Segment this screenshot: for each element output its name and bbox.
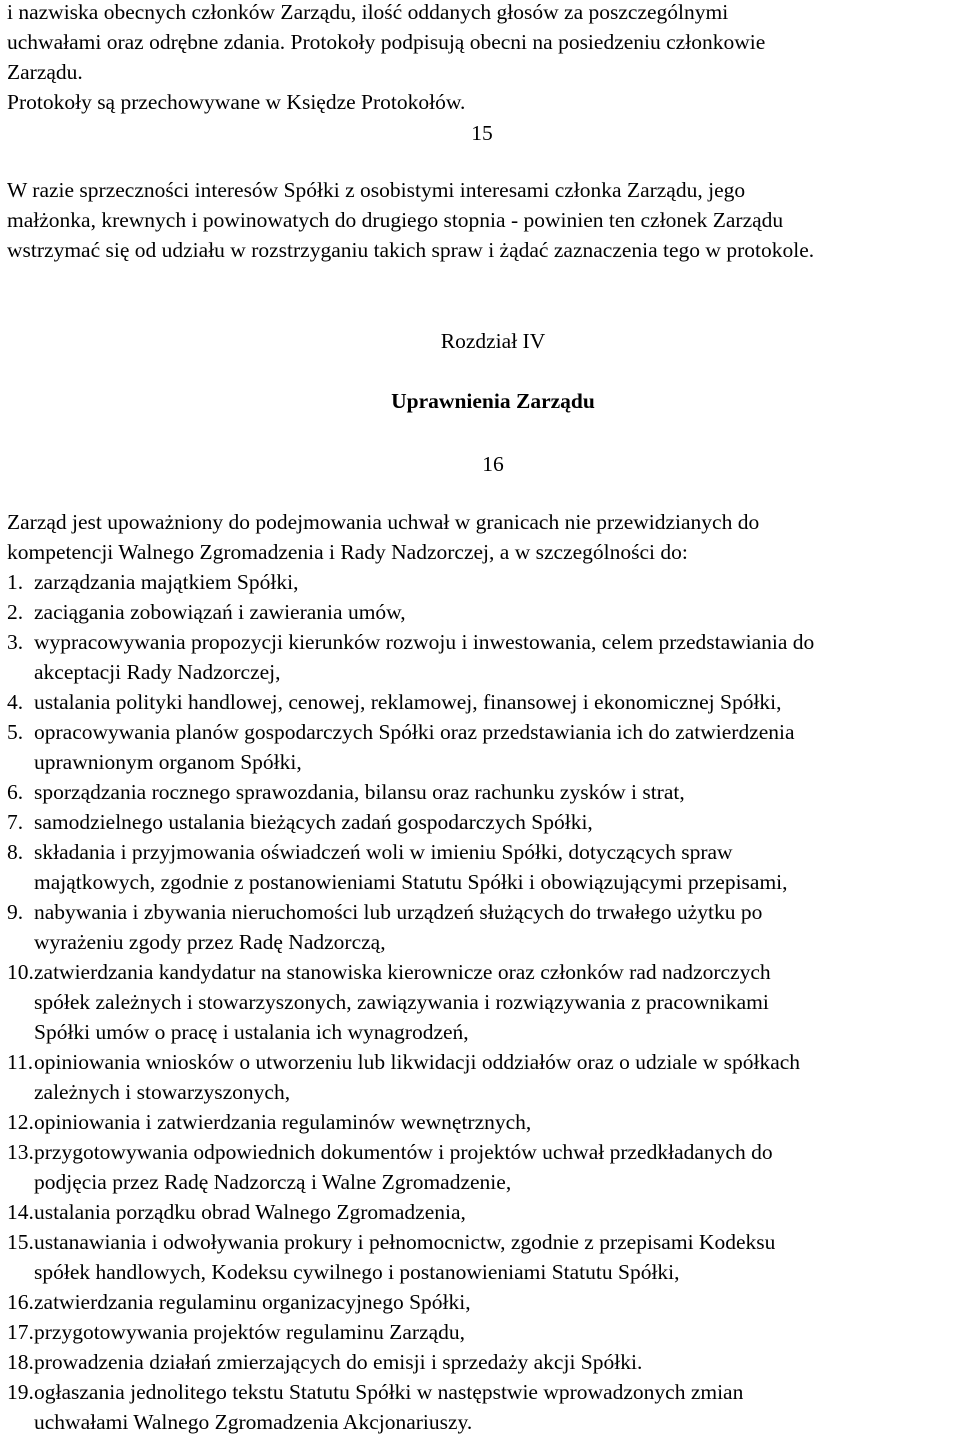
list-item-number: 6. bbox=[7, 780, 24, 804]
chapter-label: Rozdział IV bbox=[440, 329, 546, 353]
list-item-text: przygotowywania odpowiednich dokumentów i projektów uchwał przedkładanych do bbox=[34, 1140, 773, 1164]
list-item-text: zatwierdzania regulaminu organizacyjnego Spółki, bbox=[34, 1290, 471, 1314]
list-item-number: 7. bbox=[7, 810, 24, 834]
list-item bbox=[7, 687, 957, 717]
list-item bbox=[7, 837, 957, 897]
list-item-text: prowadzenia działań zmierzających do emisji i sprzedaży akcji Spółki. bbox=[34, 1350, 643, 1374]
list-item-text: nabywania i zbywania nieruchomości lub urządzeń służących do trwałego użytku po bbox=[34, 900, 763, 924]
powers-list bbox=[7, 567, 957, 1437]
list-item-text: ustalania polityki handlowej, cenowej, reklamowej, finansowej i ekonomicznej Spółki, bbox=[34, 690, 782, 714]
list-item-number: 8. bbox=[7, 840, 24, 864]
list-item-number: 18. bbox=[7, 1350, 34, 1374]
list-item-number: 11. bbox=[7, 1050, 34, 1074]
list-item bbox=[7, 1377, 957, 1437]
list-item-text: opracowywania planów gospodarczych Spółki oraz przedstawiania ich do zatwierdzenia bbox=[34, 720, 795, 744]
list-item-text: składania i przyjmowania oświadczeń woli w imieniu Spółki, dotyczących spraw bbox=[34, 840, 733, 864]
text-line: Protokoły są przechowywane w Księdze Protokołów. bbox=[7, 90, 466, 114]
list-item-text: zależnych i stowarzyszonych, bbox=[34, 1080, 291, 1104]
chapter-title: Uprawnienia Zarządu bbox=[391, 389, 595, 413]
list-item-text: spółek zależnych i stowarzyszonych, zawiązywania i rozwiązywania z pracownikami bbox=[34, 990, 769, 1014]
list-item-text: przygotowywania projektów regulaminu Zarządu, bbox=[34, 1320, 466, 1344]
list-item-text: akceptacji Rady Nadzorczej, bbox=[34, 660, 281, 684]
list-item-text: wypracowywania propozycji kierunków rozwoju i inwestowania, celem przedstawiania do bbox=[34, 630, 815, 654]
list-item bbox=[7, 1137, 957, 1197]
list-item-number: 15. bbox=[7, 1230, 34, 1254]
list-item-text: spółek handlowych, Kodeksu cywilnego i postanowieniami Statutu Spółki, bbox=[34, 1260, 680, 1284]
list-item bbox=[7, 1287, 957, 1317]
list-item-number: 10. bbox=[7, 960, 34, 984]
section-15-paragraph bbox=[7, 175, 814, 265]
list-item bbox=[7, 1107, 957, 1137]
text-line: wstrzymać się od udziału w rozstrzyganiu takich spraw i żądać zaznaczenia tego w protokole. bbox=[7, 238, 815, 262]
list-item bbox=[7, 597, 957, 627]
text-line: uchwałami oraz odrębne zdania. Protokoły podpisują obecni na posiedzeniu członkowie bbox=[7, 30, 766, 54]
section-heading-text: 15 bbox=[471, 121, 493, 145]
list-item-text: Spółki umów o pracę i ustalania ich wynagrodzeń, bbox=[34, 1020, 469, 1044]
list-item-text: samodzielnego ustalania bieżących zadań gospodarczych Spółki, bbox=[34, 810, 593, 834]
intro-paragraph bbox=[7, 0, 765, 117]
list-item bbox=[7, 1317, 957, 1347]
list-item-text: majątkowych, zgodnie z postanowieniami Statutu Spółki i obowiązującymi przepisami, bbox=[34, 870, 788, 894]
list-item bbox=[7, 717, 957, 777]
text-line: W razie sprzeczności interesów Spółki z osobistymi interesami członka Zarządu, jego bbox=[7, 178, 746, 202]
section-16-intro bbox=[7, 507, 759, 567]
list-item-text: uchwałami Walnego Zgromadzenia Akcjonariuszy. bbox=[34, 1410, 473, 1434]
list-item bbox=[7, 1197, 957, 1227]
section-16-heading bbox=[7, 449, 960, 479]
list-item-number: 16. bbox=[7, 1290, 34, 1314]
text-line: małżonka, krewnych i powinowatych do drugiego stopnia - powinien ten członek Zarządu bbox=[7, 208, 784, 232]
section-15-heading bbox=[7, 118, 957, 148]
list-item bbox=[7, 957, 957, 1047]
list-item-number: 1. bbox=[7, 570, 24, 594]
text-line: kompetencji Walnego Zgromadzenia i Rady Nadzorczej, a w szczególności do: bbox=[7, 540, 688, 564]
list-item-number: 12. bbox=[7, 1110, 34, 1134]
list-item-text: sporządzania rocznego sprawozdania, bilansu oraz rachunku zysków i strat, bbox=[34, 780, 685, 804]
list-item-text: zarządzania majątkiem Spółki, bbox=[34, 570, 299, 594]
list-item-text: zatwierdzania kandydatur na stanowiska kierownicze oraz członków rad nadzorczych bbox=[34, 960, 771, 984]
list-item bbox=[7, 897, 957, 957]
list-item-text: ogłaszania jednolitego tekstu Statutu Spółki w następstwie wprowadzonych zmian bbox=[34, 1380, 744, 1404]
section-heading-text: 16 bbox=[482, 452, 504, 476]
list-item-text: uprawnionym organom Spółki, bbox=[34, 750, 302, 774]
list-item-number: 4. bbox=[7, 690, 24, 714]
text-line: Zarząd jest upoważniony do podejmowania uchwał w granicach nie przewidzianych do bbox=[7, 510, 760, 534]
list-item-number: 14. bbox=[7, 1200, 34, 1224]
list-item-text: podjęcia przez Radę Nadzorczą i Walne Zgromadzenie, bbox=[34, 1170, 512, 1194]
list-item-text: opiniowania wniosków o utworzeniu lub likwidacji oddziałów oraz o udziale w spółkach bbox=[34, 1050, 801, 1074]
list-item bbox=[7, 1047, 957, 1107]
list-item-number: 3. bbox=[7, 630, 24, 654]
list-item-text: wyrażeniu zgody przez Radę Nadzorczą, bbox=[34, 930, 386, 954]
list-item-text: zaciągania zobowiązań i zawierania umów, bbox=[34, 600, 406, 624]
text-line: i nazwiska obecnych członków Zarządu, ilość oddanych głosów za poszczególnymi bbox=[7, 0, 729, 24]
list-item-number: 9. bbox=[7, 900, 24, 924]
list-item bbox=[7, 807, 957, 837]
list-item-number: 5. bbox=[7, 720, 24, 744]
list-item-text: opiniowania i zatwierdzania regulaminów wewnętrznych, bbox=[34, 1110, 532, 1134]
list-item bbox=[7, 1227, 957, 1287]
list-item-number: 13. bbox=[7, 1140, 34, 1164]
list-item bbox=[7, 777, 957, 807]
list-item-text: ustalania porządku obrad Walnego Zgromadzenia, bbox=[34, 1200, 466, 1224]
list-item-number: 19. bbox=[7, 1380, 34, 1404]
list-item-number: 2. bbox=[7, 600, 24, 624]
list-item-number: 17. bbox=[7, 1320, 34, 1344]
list-item bbox=[7, 1347, 957, 1377]
list-item-text: ustanawiania i odwoływania prokury i pełnomocnictw, zgodnie z przepisami Kodeksu bbox=[34, 1230, 776, 1254]
list-item bbox=[7, 567, 957, 597]
text-line: Zarządu. bbox=[7, 60, 83, 84]
list-item bbox=[7, 627, 957, 687]
